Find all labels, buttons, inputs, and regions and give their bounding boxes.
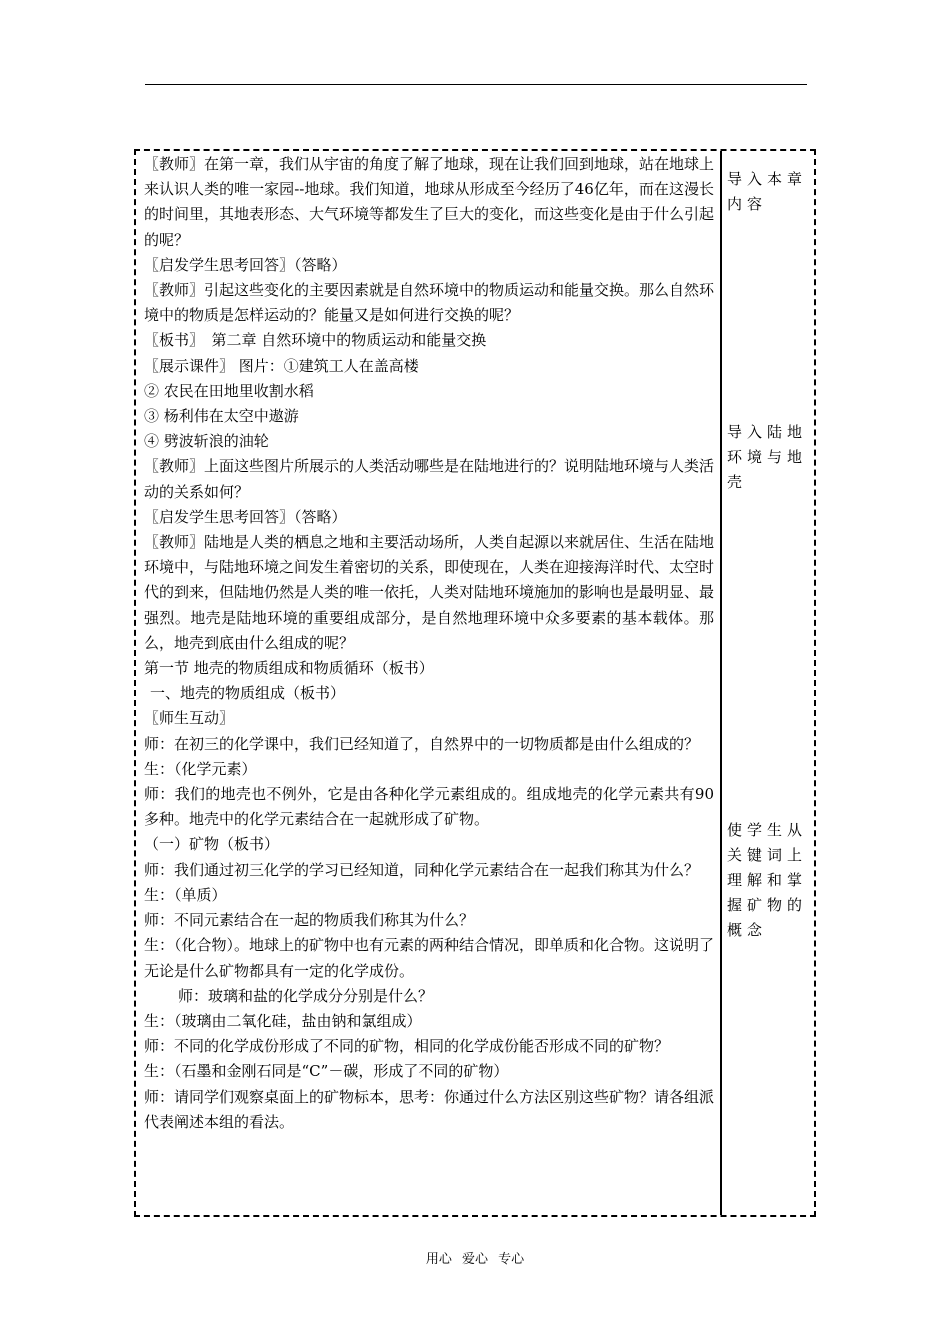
lesson-paragraph: 师：不同的化学成份形成了不同的矿物，相同的化学成份能否形成不同的矿物？ bbox=[144, 1037, 670, 1056]
lesson-paragraph: 一、地壳的物质组成（板书） bbox=[150, 684, 346, 703]
lesson-paragraph: 〖教师〗引起这些变化的主要因素就是自然环境中的物质运动和能量交换。那么自然环境中的物质是怎样运动的？能量又是如何进行交换的呢？ bbox=[144, 281, 715, 325]
lesson-paragraph: 〖教师〗上面这些图片所展示的人类活动哪些是在陆地进行的？说明陆地环境与人类活动的关系如何？ bbox=[144, 457, 715, 501]
lesson-paragraph: 生：（单质） bbox=[144, 885, 227, 904]
lesson-paragraph: 〖教师〗陆地是人类的栖息之地和主要活动场所，人类自起源以来就居住、生活在陆地环境中，与陆地环境之间发生着密切的关系，即使现在，人类在迎接海洋时代、太空时代的到来，但陆地仍然是人类的唯一依托，人类对陆地环境施加的影响也是最明显、最强烈。地壳是陆地环境的重要组成部分，是自然地理环境中众多要素的基本载体。那么，地壳到底由什么组成的呢？ bbox=[144, 533, 715, 652]
lesson-paragraph: 生：（玻璃由二氧化硅，盐由钠和氯组成） bbox=[144, 1011, 422, 1030]
lesson-paragraph: 生：（化学元素） bbox=[144, 759, 257, 778]
side-note-chapter-intro: 导入本章内容 bbox=[727, 170, 808, 213]
lesson-paragraph: 〖教师〗在第一章，我们从宇宙的角度了解了地球，现在让我们回到地球，站在地球上来认识人类的唯一家园--地球。我们知道，地球从形成至今经历了46亿年，而在这漫长的时间里，其地表形态、大气环境等都发生了巨大的变化，而这些变化是由于什么引起的呢？ bbox=[144, 155, 715, 249]
lesson-paragraph: 师：不同元素结合在一起的物质我们称其为什么？ bbox=[144, 911, 475, 930]
lesson-paragraph: ④ 劈波斩浪的油轮 bbox=[144, 432, 269, 451]
lesson-paragraph: 生：（化合物）。地球上的矿物中也有元素的两种结合情况，即单质和化合物。这说明了无论是什么矿物都具有一定的化学成份。 bbox=[144, 936, 715, 980]
side-note-mineral-concept: 使学生从关键词上理解和掌握矿物的概念 bbox=[727, 821, 808, 939]
lesson-paragraph: 〖启发学生思考回答〗（答略） bbox=[144, 507, 347, 526]
lesson-paragraph: 师：我们通过初三化学的学习已经知道，同种化学元素结合在一起我们称其为什么？ bbox=[144, 860, 700, 879]
lesson-paragraph: 师：在初三的化学课中，我们已经知道了，自然界中的一切物质都是由什么组成的？ bbox=[144, 734, 700, 753]
lesson-paragraph: 〖启发学生思考回答〗（答略） bbox=[144, 255, 347, 274]
lesson-paragraph: ② 农民在田地里收割水稻 bbox=[144, 381, 314, 400]
lesson-paragraph: 〖板书〗 第二章 自然环境中的物质运动和能量交换 bbox=[144, 331, 487, 350]
lesson-content-column bbox=[144, 151, 714, 1135]
lesson-paragraph: 〖师生互动〗 bbox=[144, 709, 235, 728]
lesson-plan-table bbox=[134, 149, 816, 1217]
lesson-paragraph: 第一节 地壳的物质组成和物质循环（板书） bbox=[144, 659, 434, 678]
lesson-paragraph: 〖展示课件〗 图片：①建筑工人在盖高楼 bbox=[144, 356, 419, 375]
lesson-paragraph: 师：请同学们观察桌面上的矿物标本，思考：你通过什么方法区别这些矿物？请各组派代表阐述本组的看法。 bbox=[144, 1087, 715, 1131]
lesson-paragraph: （一）矿物（板书） bbox=[144, 835, 280, 854]
page-footer: 用心 爱心 专心 bbox=[425, 1252, 525, 1267]
side-note-land-environment: 导入陆地环境与地壳 bbox=[727, 423, 808, 491]
lesson-paragraph: 生：（石墨和金刚石同是“C”－碳，形成了不同的矿物） bbox=[144, 1062, 509, 1081]
lesson-paragraph: 师：玻璃和盐的化学成分分别是什么？ bbox=[178, 986, 434, 1005]
lesson-paragraph: ③ 杨利伟在太空中遨游 bbox=[144, 407, 299, 426]
header-rule bbox=[145, 84, 807, 85]
lesson-paragraph: 师：我们的地壳也不例外，它是由各种化学元素组成的。组成地壳的化学元素共有90多种。地壳中的化学元素结合在一起就形成了矿物。 bbox=[144, 785, 714, 829]
column-divider bbox=[720, 151, 722, 1215]
